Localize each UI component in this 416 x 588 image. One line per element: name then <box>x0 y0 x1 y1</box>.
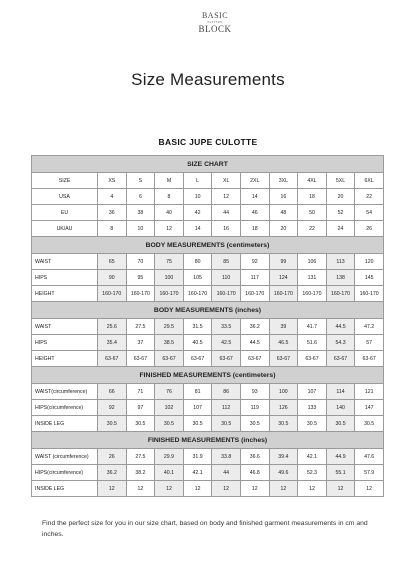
table-cell: 12 <box>98 481 127 497</box>
table-cell: 140 <box>326 400 355 416</box>
section-header-row <box>32 367 384 384</box>
table-cell: 160-170 <box>269 286 298 302</box>
table-cell: 51.6 <box>298 335 327 351</box>
table-cell: 120 <box>355 254 384 270</box>
table-cell: 57.9 <box>355 465 384 481</box>
table-cell: 46.8 <box>240 465 269 481</box>
table-cell: 124 <box>269 270 298 286</box>
table-cell: 14 <box>240 189 269 205</box>
table-cell: 30.5 <box>212 416 241 432</box>
table-cell: 65 <box>98 254 127 270</box>
table-cell: 107 <box>298 384 327 400</box>
table-cell: 131 <box>298 270 327 286</box>
table-cell: 160-170 <box>155 286 184 302</box>
table-cell: 39.4 <box>269 449 298 465</box>
table-cell: 30.5 <box>155 416 184 432</box>
table-cell: 8 <box>155 189 184 205</box>
section-header: BODY MEASUREMENTS (centimeters) <box>32 237 384 254</box>
table-cell: 70 <box>126 254 155 270</box>
table-cell: 36.2 <box>98 465 127 481</box>
table-cell: 160-170 <box>98 286 127 302</box>
table-cell: 63-67 <box>155 351 184 367</box>
table-cell: 80 <box>183 254 212 270</box>
table-cell: 20 <box>269 221 298 237</box>
table-cell: 12 <box>355 481 384 497</box>
table-cell: 30.5 <box>98 416 127 432</box>
table-cell: 5XL <box>326 173 355 189</box>
table-cell: 2XL <box>240 173 269 189</box>
table-cell: 38.5 <box>155 335 184 351</box>
table-cell: 85 <box>212 254 241 270</box>
logo-line-3: BLOCK <box>198 24 232 34</box>
table-row <box>32 416 384 432</box>
table-cell: 42.1 <box>298 449 327 465</box>
table-cell: 105 <box>183 270 212 286</box>
table-cell: L <box>183 173 212 189</box>
table-cell: 37 <box>126 335 155 351</box>
table-cell: 30.5 <box>355 416 384 432</box>
table-cell: 26 <box>355 221 384 237</box>
table-cell: 29.5 <box>155 319 184 335</box>
table-cell: 119 <box>240 400 269 416</box>
table-cell: 39 <box>269 319 298 335</box>
table-cell: 12 <box>183 481 212 497</box>
table-cell: 44 <box>212 205 241 221</box>
table-row <box>32 173 384 189</box>
row-label: WAIST <box>32 319 98 335</box>
table-cell: 113 <box>326 254 355 270</box>
row-label: INSIDE LEG <box>32 481 98 497</box>
table-cell: 63-67 <box>212 351 241 367</box>
table-cell: 42.5 <box>212 335 241 351</box>
table-cell: 12 <box>212 189 241 205</box>
table-cell: 160-170 <box>355 286 384 302</box>
table-cell: 14 <box>183 221 212 237</box>
table-cell: 44 <box>212 465 241 481</box>
table-cell: 126 <box>269 400 298 416</box>
table-cell: 92 <box>240 254 269 270</box>
section-header-row <box>32 237 384 254</box>
table-cell: 52 <box>326 205 355 221</box>
row-label: HEIGHT <box>32 351 98 367</box>
table-cell: 33.5 <box>212 319 241 335</box>
table-cell: 12 <box>269 481 298 497</box>
table-cell: 36.6 <box>240 449 269 465</box>
table-cell: 38 <box>126 205 155 221</box>
table-row <box>32 351 384 367</box>
table-cell: 106 <box>298 254 327 270</box>
table-cell: XL <box>212 173 241 189</box>
table-cell: 40.1 <box>155 465 184 481</box>
table-cell: 86 <box>212 384 241 400</box>
table-cell: 27.5 <box>126 319 155 335</box>
table-cell: 20 <box>326 189 355 205</box>
row-label: UK/AU <box>32 221 98 237</box>
table-cell: 110 <box>212 270 241 286</box>
table-cell: 63-67 <box>240 351 269 367</box>
table-cell: 36 <box>98 205 127 221</box>
table-cell: 46 <box>240 205 269 221</box>
table-cell: 16 <box>269 189 298 205</box>
table-cell: 114 <box>326 384 355 400</box>
table-cell: 63-67 <box>326 351 355 367</box>
table-cell: 71 <box>126 384 155 400</box>
table-cell: 4 <box>98 189 127 205</box>
table-cell: 100 <box>155 270 184 286</box>
section-header: FINISHED MEASUREMENTS (centimeters) <box>32 367 384 384</box>
table-row <box>32 335 384 351</box>
table-cell: 44.5 <box>240 335 269 351</box>
table-cell: 48 <box>269 205 298 221</box>
row-label: USA <box>32 189 98 205</box>
table-cell: 160-170 <box>212 286 241 302</box>
section-header-row <box>32 156 384 173</box>
table-cell: 4XL <box>298 173 327 189</box>
logo-line-1: BASIC <box>201 11 229 20</box>
table-cell: 18 <box>240 221 269 237</box>
table-cell: 57 <box>355 335 384 351</box>
table-cell: 30.5 <box>326 416 355 432</box>
table-cell: 95 <box>126 270 155 286</box>
table-cell: 55.1 <box>326 465 355 481</box>
table-cell: 38.2 <box>126 465 155 481</box>
table-cell: 40.5 <box>183 335 212 351</box>
table-cell: 63-67 <box>98 351 127 367</box>
table-cell: 49.6 <box>269 465 298 481</box>
section-header: FINISHED MEASUREMENTS (inches) <box>32 432 384 449</box>
table-row <box>32 465 384 481</box>
table-cell: 50 <box>298 205 327 221</box>
table-cell: 12 <box>326 481 355 497</box>
table-cell: 36.2 <box>240 319 269 335</box>
row-label: INSIDE LEG <box>32 416 98 432</box>
section-header: SIZE CHART <box>32 156 384 173</box>
table-cell: M <box>155 173 184 189</box>
size-chart-body <box>32 156 384 497</box>
table-cell: 66 <box>98 384 127 400</box>
table-cell: 30.5 <box>298 416 327 432</box>
table-cell: 63-67 <box>269 351 298 367</box>
table-cell: 42.1 <box>183 465 212 481</box>
table-cell: 99 <box>269 254 298 270</box>
row-label: WAIST(circumference) <box>32 384 98 400</box>
table-cell: 54.3 <box>326 335 355 351</box>
table-cell: 30.5 <box>269 416 298 432</box>
table-cell: 33.8 <box>212 449 241 465</box>
table-cell: 160-170 <box>240 286 269 302</box>
row-label: WAIST (circumference) <box>32 449 98 465</box>
table-cell: 63-67 <box>355 351 384 367</box>
table-cell: 121 <box>355 384 384 400</box>
table-cell: 10 <box>126 221 155 237</box>
table-cell: 24 <box>326 221 355 237</box>
table-cell: 47.2 <box>355 319 384 335</box>
table-cell: 52.3 <box>298 465 327 481</box>
row-label: SIZE <box>32 173 98 189</box>
table-cell: 12 <box>240 481 269 497</box>
table-cell: 18 <box>298 189 327 205</box>
table-cell: 63-67 <box>183 351 212 367</box>
table-row <box>32 189 384 205</box>
table-row <box>32 221 384 237</box>
table-cell: 100 <box>269 384 298 400</box>
table-row <box>32 319 384 335</box>
product-title: BASIC JUPE CULOTTE <box>158 137 258 147</box>
table-cell: 76 <box>155 384 184 400</box>
table-cell: 46.5 <box>269 335 298 351</box>
table-cell: 145 <box>355 270 384 286</box>
table-cell: 30.5 <box>240 416 269 432</box>
row-label: WAIST <box>32 254 98 270</box>
section-header: BODY MEASUREMENTS (inches) <box>32 302 384 319</box>
table-row <box>32 254 384 270</box>
table-row <box>32 481 384 497</box>
table-row <box>32 400 384 416</box>
table-cell: 42 <box>183 205 212 221</box>
table-row <box>32 449 384 465</box>
table-cell: 97 <box>126 400 155 416</box>
table-cell: 16 <box>212 221 241 237</box>
table-cell: 31.9 <box>183 449 212 465</box>
table-cell: 27.5 <box>126 449 155 465</box>
table-cell: 12 <box>126 481 155 497</box>
row-label: HIPS(circumference) <box>32 465 98 481</box>
table-cell: 63-67 <box>298 351 327 367</box>
table-cell: 160-170 <box>126 286 155 302</box>
table-row <box>32 205 384 221</box>
table-cell: 107 <box>183 400 212 416</box>
row-label: HIPS(circumference) <box>32 400 98 416</box>
table-row <box>32 384 384 400</box>
table-cell: 26 <box>98 449 127 465</box>
table-cell: 54 <box>355 205 384 221</box>
table-cell: 12 <box>212 481 241 497</box>
section-header-row <box>32 302 384 319</box>
table-cell: 8 <box>98 221 127 237</box>
table-cell: 35.4 <box>98 335 127 351</box>
table-cell: 30.5 <box>183 416 212 432</box>
page-title: Size Measurements <box>131 70 285 89</box>
row-label: EU <box>32 205 98 221</box>
table-cell: 160-170 <box>298 286 327 302</box>
table-cell: 160-170 <box>326 286 355 302</box>
table-cell: 138 <box>326 270 355 286</box>
table-cell: 92 <box>98 400 127 416</box>
brand-logo <box>197 12 233 42</box>
table-cell: 12 <box>155 221 184 237</box>
table-cell: 133 <box>298 400 327 416</box>
table-cell: 90 <box>98 270 127 286</box>
table-cell: 22 <box>355 189 384 205</box>
table-cell: 6XL <box>355 173 384 189</box>
table-cell: 102 <box>155 400 184 416</box>
row-label: HIPS <box>32 270 98 286</box>
logo-line-2: PATTERN <box>207 20 223 24</box>
table-cell: 44.5 <box>326 319 355 335</box>
size-chart-table <box>31 155 384 497</box>
table-cell: XS <box>98 173 127 189</box>
table-cell: S <box>126 173 155 189</box>
table-cell: 75 <box>155 254 184 270</box>
row-label: HIPS <box>32 335 98 351</box>
footer-note: Find the perfect size for you in our size chart, based on body and finished garment measurements in cm and inches. <box>42 520 368 538</box>
table-cell: 93 <box>240 384 269 400</box>
table-cell: 29.9 <box>155 449 184 465</box>
table-cell: 147 <box>355 400 384 416</box>
table-cell: 25.6 <box>98 319 127 335</box>
table-cell: 22 <box>298 221 327 237</box>
table-cell: 117 <box>240 270 269 286</box>
row-label: HEIGHT <box>32 286 98 302</box>
table-row <box>32 270 384 286</box>
table-cell: 3XL <box>269 173 298 189</box>
table-cell: 40 <box>155 205 184 221</box>
table-cell: 112 <box>212 400 241 416</box>
table-cell: 31.5 <box>183 319 212 335</box>
table-cell: 12 <box>155 481 184 497</box>
table-cell: 10 <box>183 189 212 205</box>
table-row <box>32 286 384 302</box>
table-cell: 30.5 <box>126 416 155 432</box>
table-cell: 44.9 <box>326 449 355 465</box>
section-header-row <box>32 432 384 449</box>
table-cell: 47.6 <box>355 449 384 465</box>
table-cell: 160-170 <box>183 286 212 302</box>
table-cell: 63-67 <box>126 351 155 367</box>
table-cell: 12 <box>298 481 327 497</box>
table-cell: 6 <box>126 189 155 205</box>
table-cell: 81 <box>183 384 212 400</box>
table-cell: 41.7 <box>298 319 327 335</box>
